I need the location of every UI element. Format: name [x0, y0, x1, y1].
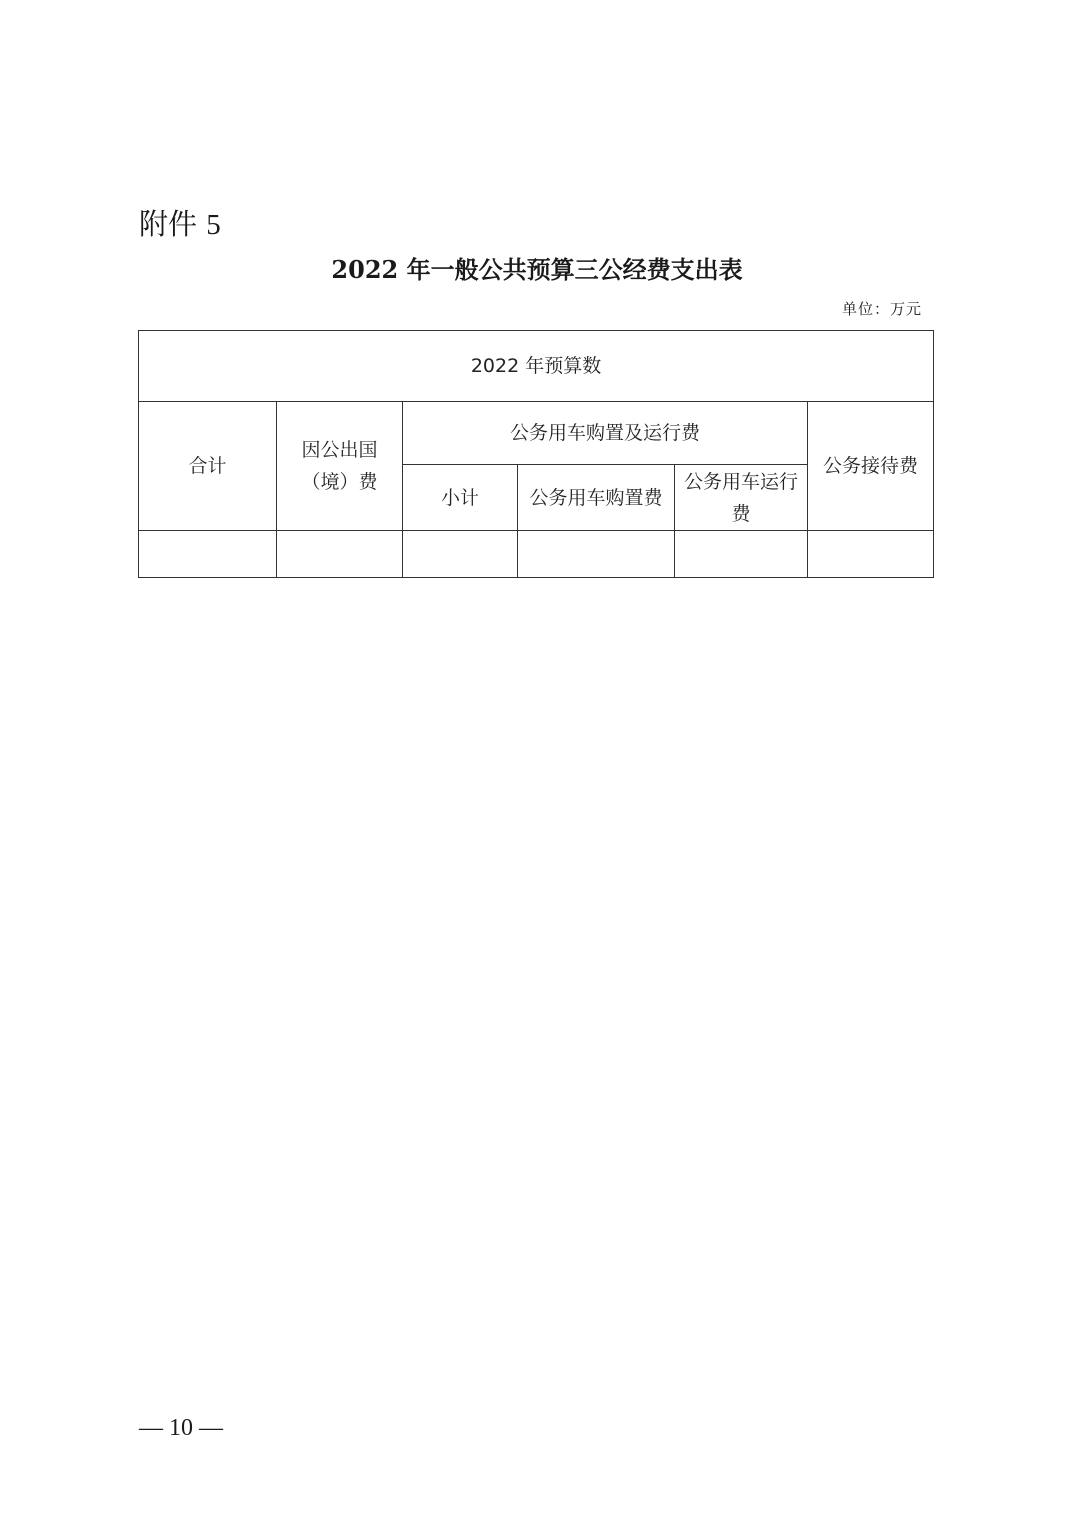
- document-title: 2022 年一般公共预算三公经费支出表: [331, 255, 743, 284]
- cell-vehicle-operation-value: [675, 531, 808, 578]
- page-number: — 10 —: [139, 1415, 223, 1441]
- attachment-label: [139, 204, 221, 245]
- header-vehicle-group: 公务用车购置及运行费: [403, 402, 808, 465]
- cell-subtotal-value: [403, 531, 518, 578]
- header-vehicle-purchase: 公务用车购置费: [518, 465, 675, 531]
- header-abroad-expense: 因公出国（境）费: [277, 402, 403, 531]
- attachment-number: 5: [206, 209, 221, 241]
- budget-table: [138, 330, 934, 578]
- cell-vehicle-purchase-value: [518, 531, 675, 578]
- header-budget-year: 2022 年预算数: [139, 331, 934, 402]
- unit-label: 单位：万元: [841, 300, 922, 318]
- attachment-label-text: 附件: [139, 207, 198, 241]
- cell-total-value: [139, 531, 277, 578]
- header-total: 合计: [139, 402, 277, 531]
- header-vehicle-operation: 公务用车运行费: [675, 465, 808, 531]
- table-header-row-top: [139, 331, 934, 402]
- header-subtotal: 小计: [403, 465, 518, 531]
- cell-reception-value: [808, 531, 934, 578]
- table-header-row-1: [139, 402, 934, 465]
- cell-abroad-value: [277, 531, 403, 578]
- header-reception-expense: 公务接待费: [808, 402, 934, 531]
- table-row: [139, 531, 934, 578]
